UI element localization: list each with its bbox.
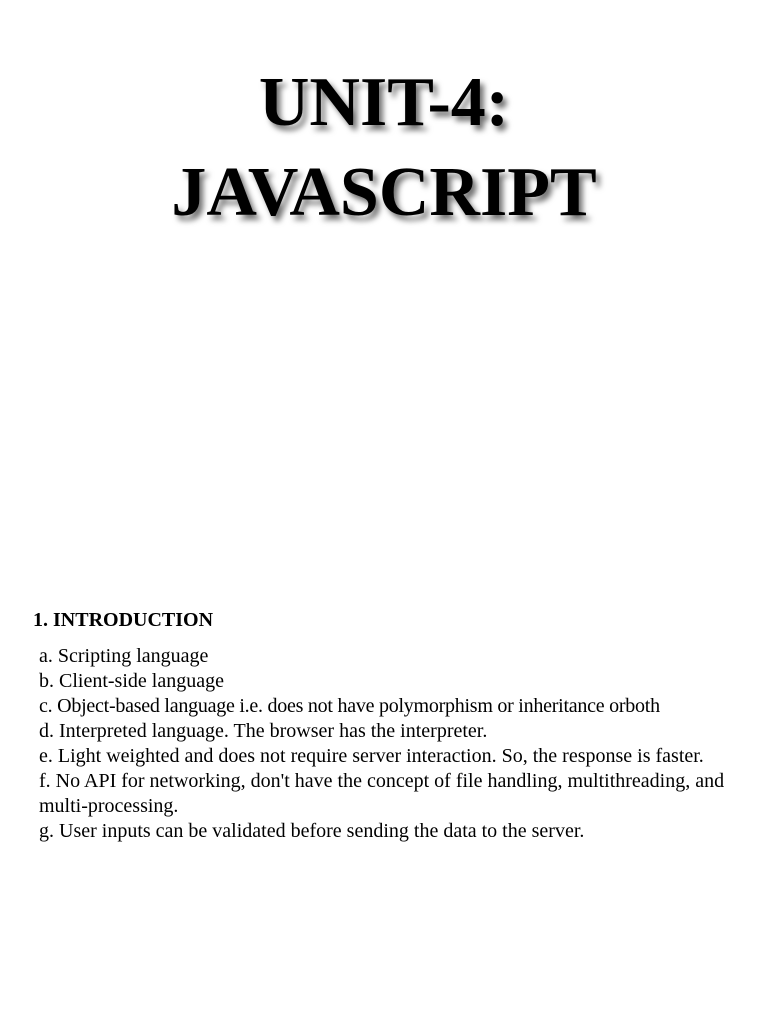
document-title xyxy=(0,58,768,238)
title-line-unit: UNIT-4: xyxy=(258,64,510,141)
list-item: g. User inputs can be validated before sending the data to the server. xyxy=(39,820,585,842)
section-heading: 1. INTRODUCTION xyxy=(33,609,214,631)
list-item: b. Client-side language xyxy=(39,670,224,692)
title-line-topic: JAVASCRIPT xyxy=(171,154,597,231)
list-item: f. No API for networking, don't have the concept of file handling, multithreading, and multi-processing. xyxy=(39,770,725,817)
list-item: c. Object-based language i.e. does not have polymorphism or inheritance orboth xyxy=(39,695,660,717)
list-item: d. Interpreted language. The browser has the interpreter. xyxy=(39,720,488,742)
list-item: a. Scripting language xyxy=(39,645,209,667)
list-item: e. Light weighted and does not require server interaction. So, the response is faster. xyxy=(39,745,704,767)
introduction-list xyxy=(39,644,749,844)
